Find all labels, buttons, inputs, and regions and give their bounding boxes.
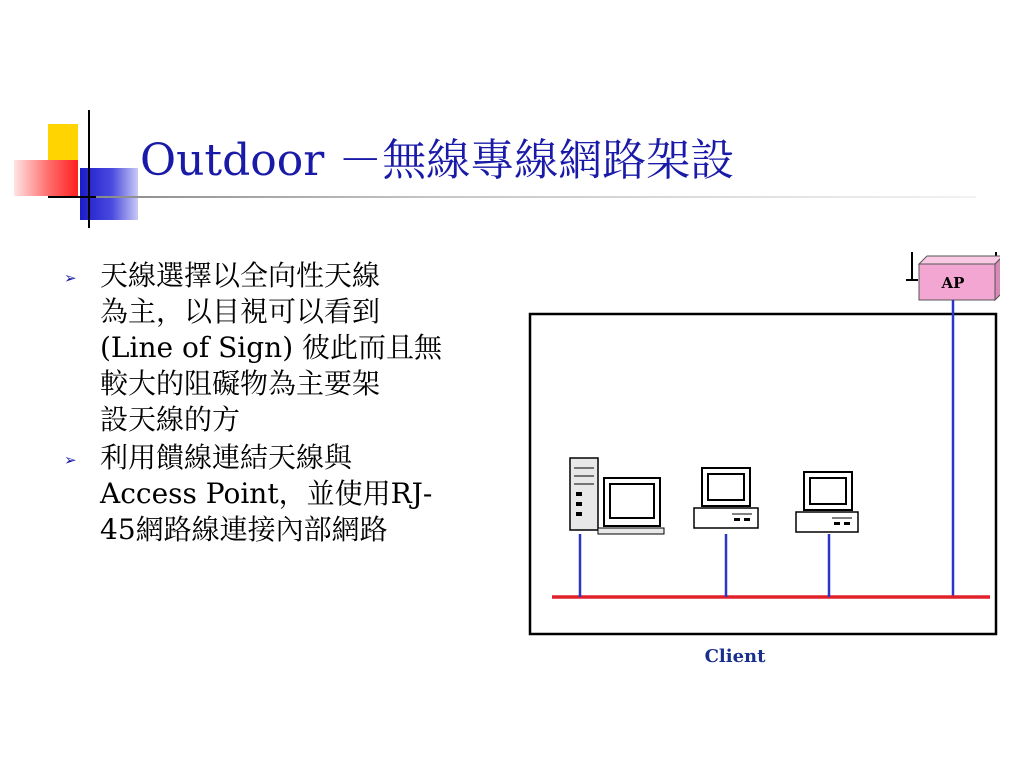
client-label: Client [704,646,766,667]
diagram-frame [530,314,996,634]
bullet-arrow-icon: ➢ [64,451,77,469]
ornament-vertical-line [88,110,90,228]
bullet-item [62,440,532,548]
corner-ornament [0,0,160,240]
bullet-text: 天線選擇以全向性天線 為主，以目視可以看到 (Line of Sign) 彼此而且無 較大的阻礙物為主要架 設天線的方 [100,259,443,436]
network-diagram [520,240,1000,680]
ap-label: AP [941,274,965,292]
network-diagram-graphic [520,240,1000,680]
bullet-text: 利用饋線連結天線與 Access Point，並使用RJ- 45網路線連接內部網路 [100,441,433,546]
desktop-computer-icon [796,472,858,532]
desktop-computer-icon [694,468,758,528]
title-underline [96,196,976,198]
bullet-item [62,258,532,438]
slide-title: Outdoor －無線專線網路架設 [140,135,735,186]
bullet-arrow-icon: ➢ [64,269,77,287]
ornament-red-block [14,160,78,196]
bullet-list [62,258,532,550]
